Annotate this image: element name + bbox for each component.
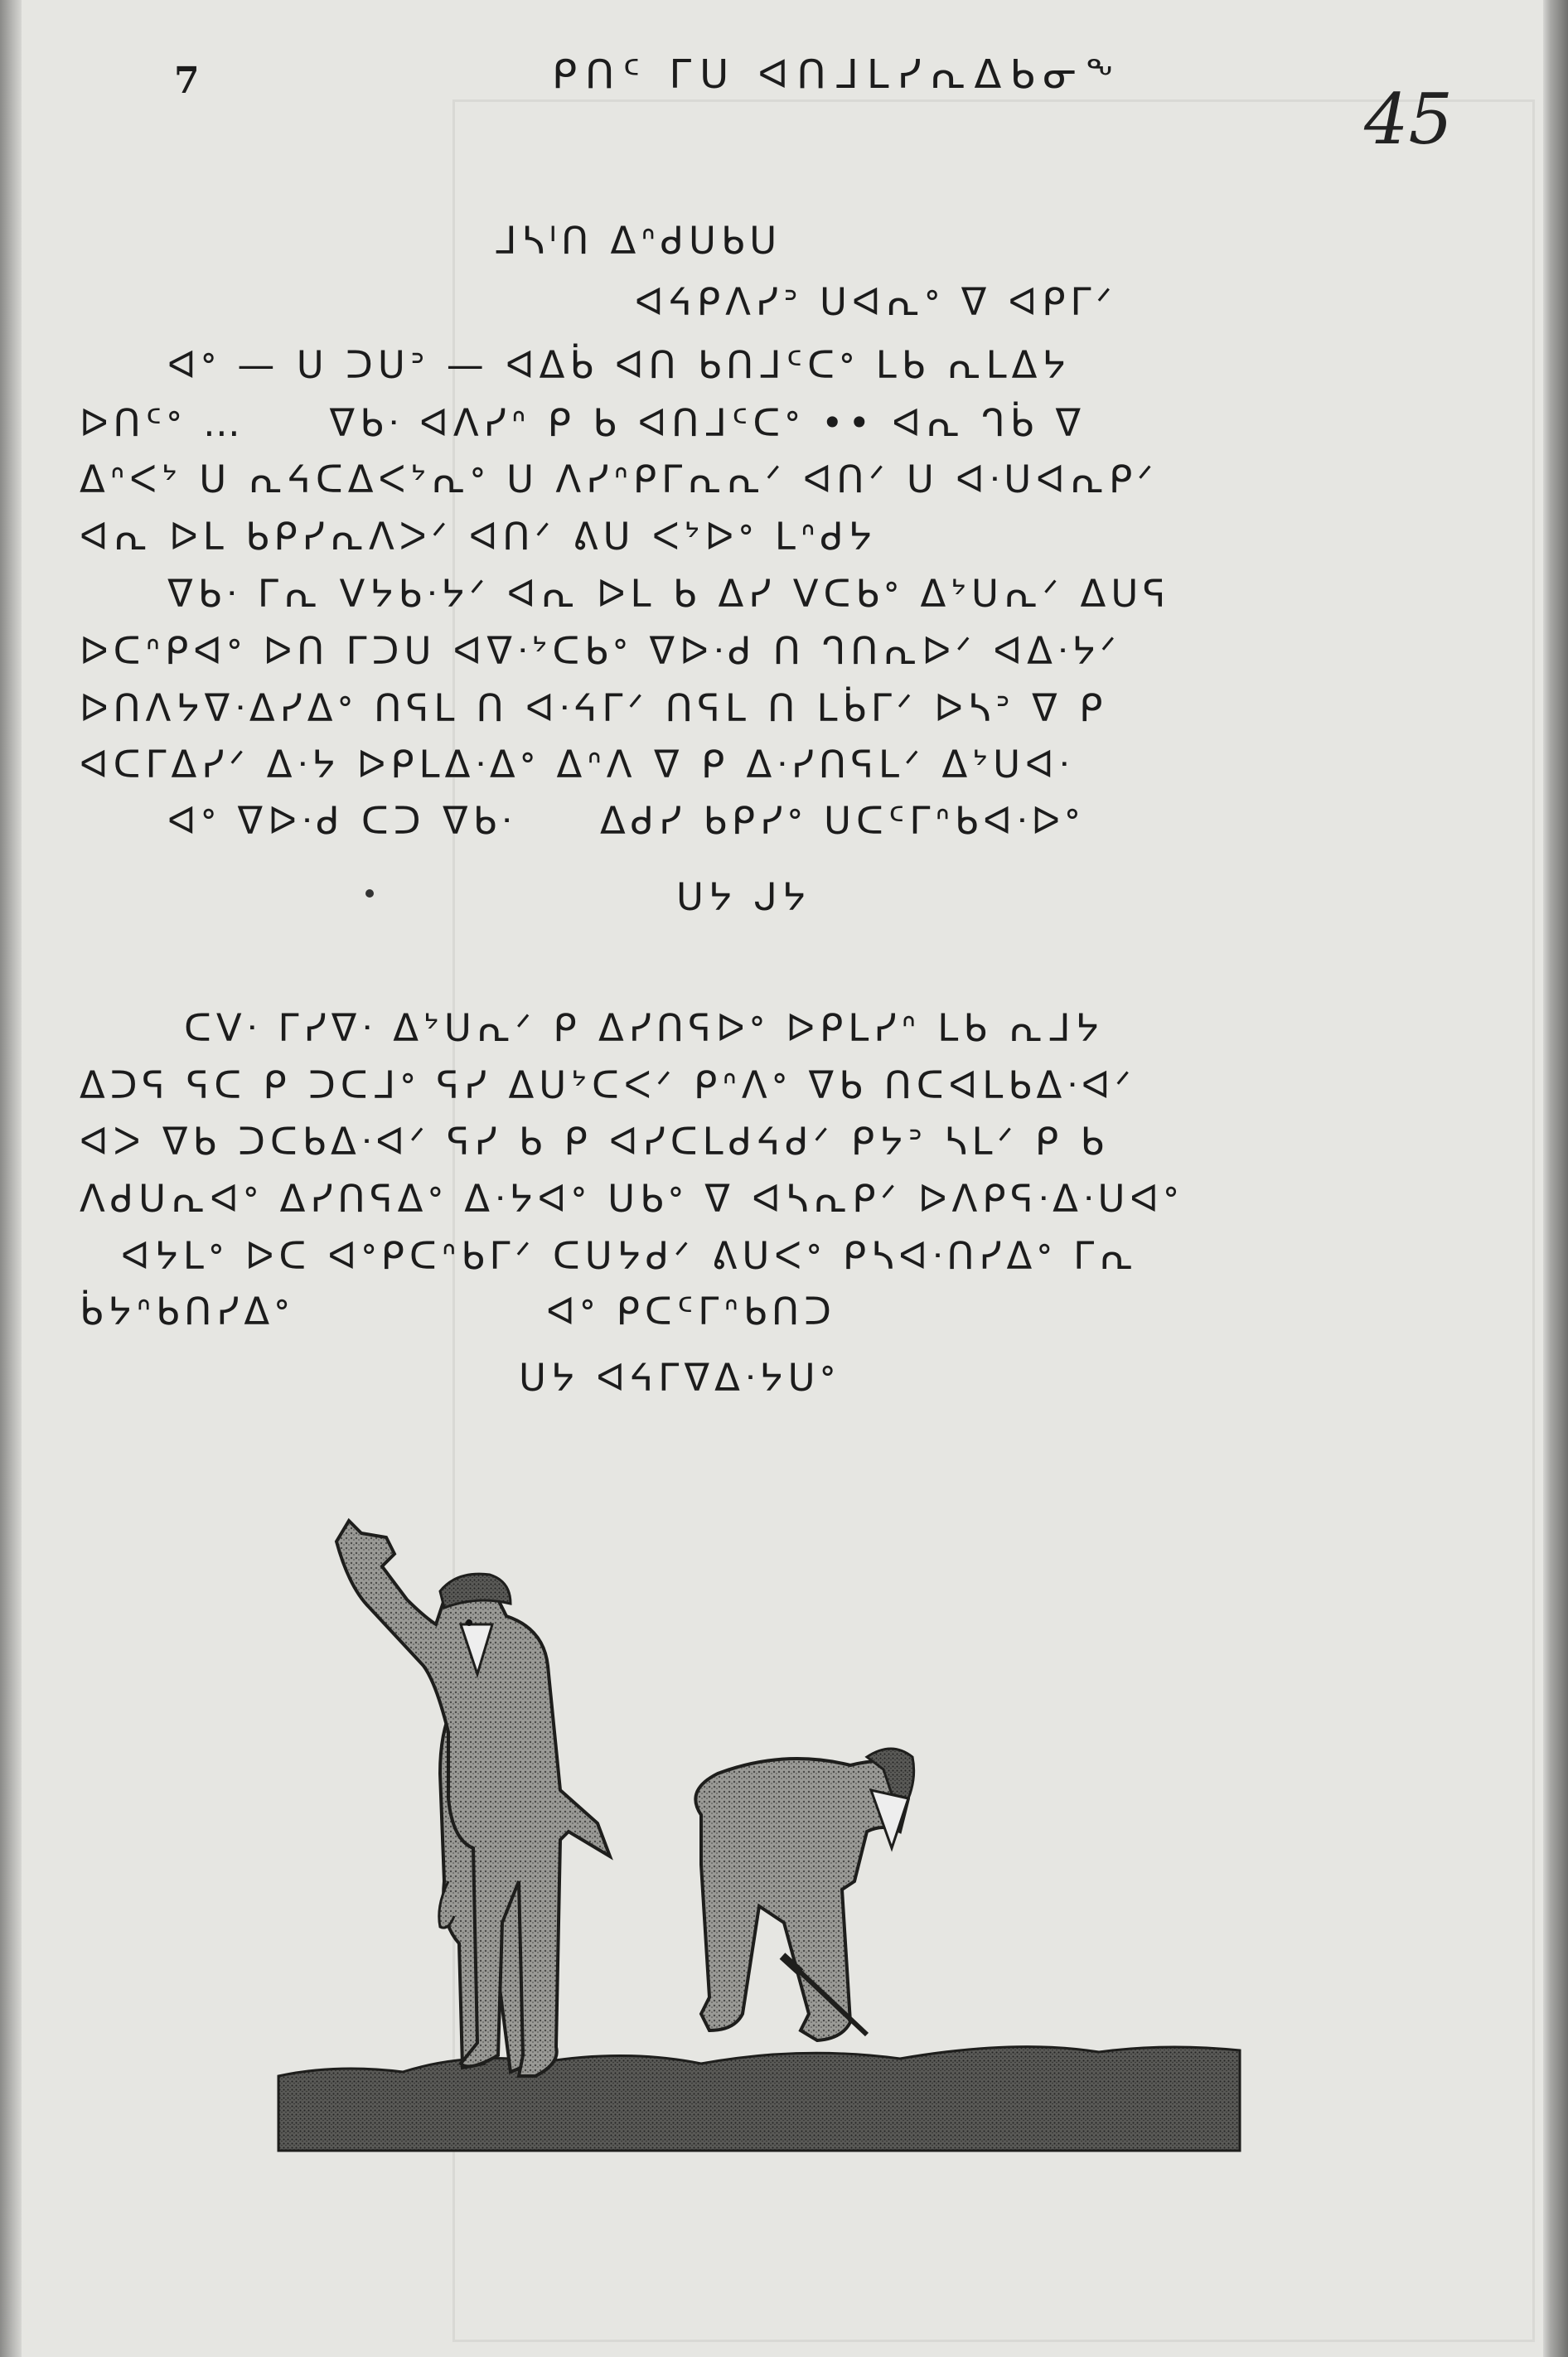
stray-dot [365, 889, 374, 898]
scan-left-edge [0, 0, 22, 2357]
section2-line: ᐱᑯᑌᕆᐊᐤ ᐃᓯᑎᕋᐃᐤ ᐃᐧᔭᐊᐤ ᑌᑲᐤ ᐁ ᐊᓴᕆᑭᐟ ᐅᐱᑭᕋᐧᐃᐧᑌᐊᐤ [80, 1177, 1183, 1221]
section2-line: ᐊᔭᒪᐤ ᐅᑕ ᐊᐤᑭᑕᐢᑲᒥᐟ ᑕᑌᔭᑯᐟ ᕕᑌᐸᐤ ᑭᓴᐊᐧᑎᓯᐃᐤ ᒥᕆ [121, 1234, 1139, 1278]
section1-line: ᐅᑎᑦᐤ … ᐁᑲᐧ ᐊᐱᓯᐢ ᑭ ᑲ ᐊᑎᒧᑦᑕᐤ •• ᐊᕆ ᒉᑳ ᐁ [80, 401, 1086, 445]
section1-line: ᐊᑕᒥᐃᓯᐟ ᐃᐧᔭ ᐅᑭᒪᐃᐧᐃᐤ ᐃᐢᐱ ᐁ ᑭ ᐃᐧᓯᑎᕋᒪᐟ ᐃᔾᑌᐊᐧ [80, 743, 1074, 786]
section1-line: ᐊᐤ ᐁᐅᐧᑯ ᑕᑐ ᐁᑲᐧ ᐃᑯᓯ ᑲᑭᓯᐤ ᑌᑕᑦᒥᐢᑲᐊᐧᐅᐤ [167, 799, 1085, 843]
section1-subheading: ᐊᔦᑭᐱᓯᐣ ᑌᐊᕆᐤ ᐁ ᐊᑭᒥᐟ [635, 280, 1117, 324]
section2-signature: ᑌᔭ ᐊᔦᒥᐁᐃᐧᔭᑌᐤ [519, 1356, 840, 1400]
section1-line: ᐊᕆ ᐅᒪ ᑲᑭᓯᕆᐱᐳᐟ ᐊᑎᐟ ᕕᑌ ᐸᔾᐅᐤ ᒪᐢᑯᔭ [80, 515, 877, 559]
section1-signature: ᑌᔭ ᒍᔭ [676, 875, 811, 919]
scan-right-edge [1543, 0, 1568, 2357]
section1-line: ᐁᑲᐧ ᒥᕆ ᐯᔭᑲᐧᔭᐟ ᐊᕆ ᐅᒪ ᑲ ᐃᓯ ᐯᑕᑲᐤ ᐃᔾᑌᕆᐟ ᐃᑌᕋ [167, 572, 1171, 616]
section1-line: ᐃᐢᐸᔾ ᑌ ᕆᔦᑕᐃᐸᔾᕆᐤ ᑌ ᐱᓯᐢᑭᒥᕆᕆᐟ ᐊᑎᐟ ᑌ ᐊᐧᑌᐊᕆᑭᐟ [80, 457, 1159, 501]
handwritten-page-number: 45 [1364, 79, 1453, 160]
section2-line: ᑳᔭᐢᑲᑎᓯᐃᐤ ᐊᐤ ᑭᑕᑦᒥᐢᑲᑎᑐ [80, 1290, 836, 1333]
section1-line: ᐅᑎᐱᔭᐁᐧᐃᓯᐃᐤ ᑎᕋᒪ ᑎ ᐊᐧᔦᒥᐟ ᑎᕋᒪ ᑎ ᒪᑳᒥᐟ ᐅᓴᐣ ᐁ ᑭ [80, 686, 1108, 730]
ground [278, 2047, 1240, 2151]
section1-heading: ᒧᓴᑊᑎ ᐃᐢᑯᑌᑲᑌ [494, 219, 782, 263]
woodcut-illustration [270, 1492, 1314, 2155]
section2-line: ᑕᐯᐧ ᒥᓯᐁᐧ ᐃᔾᑌᕆᐟ ᑭ ᐃᓯᑎᕋᐅᐤ ᐅᑭᒪᓯᐢ ᒪᑲ ᕆᒧᔭ [184, 1006, 1104, 1050]
section2-line: ᐃᑐᕋ ᕋᑕ ᑭ ᑐᑕᒧᐤ ᕋᓯ ᐃᑌᔾᑕᐸᐟ ᑭᐢᐱᐤ ᐁᑲ ᑎᑕᐊᒪᑲᐃᐧᐊᐟ [80, 1063, 1136, 1107]
figure-right [695, 1749, 913, 2040]
section1-line: ᐊᐤ — ᑌ ᑐᑌᐣ — ᐊᐃᑳ ᐊᑎ ᑲᑎᒧᑦᑕᐤ ᒪᑲ ᕆᒪᐃᔭ [167, 343, 1071, 387]
running-header: ᑭᑎᑦ ᒥᑌ ᐊᑎᒧᒪᓯᕆᐃᑲᓂᖕ [552, 51, 1121, 98]
page-number: 7 [174, 60, 200, 102]
section2-line: ᐊᐳ ᐁᑲ ᑐᑕᑲᐃᐧᐊᐟ ᕋᓯ ᑲ ᑭ ᐊᓯᑕᒪᑯᔦᑯᐟ ᑭᔭᐣ ᓴᒪᐟ ᑭ ᑲ [80, 1120, 1109, 1164]
section1-line: ᐅᑕᐢᑭᐊᐤ ᐅᑎ ᒥᑐᑌ ᐊᐁᐧᔾᑕᑲᐤ ᐁᐅᐧᑯ ᑎ ᒉᑎᕆᐅᐟ ᐊᐃᐧᔭᐟ [80, 629, 1121, 673]
document-page [22, 0, 1543, 2357]
